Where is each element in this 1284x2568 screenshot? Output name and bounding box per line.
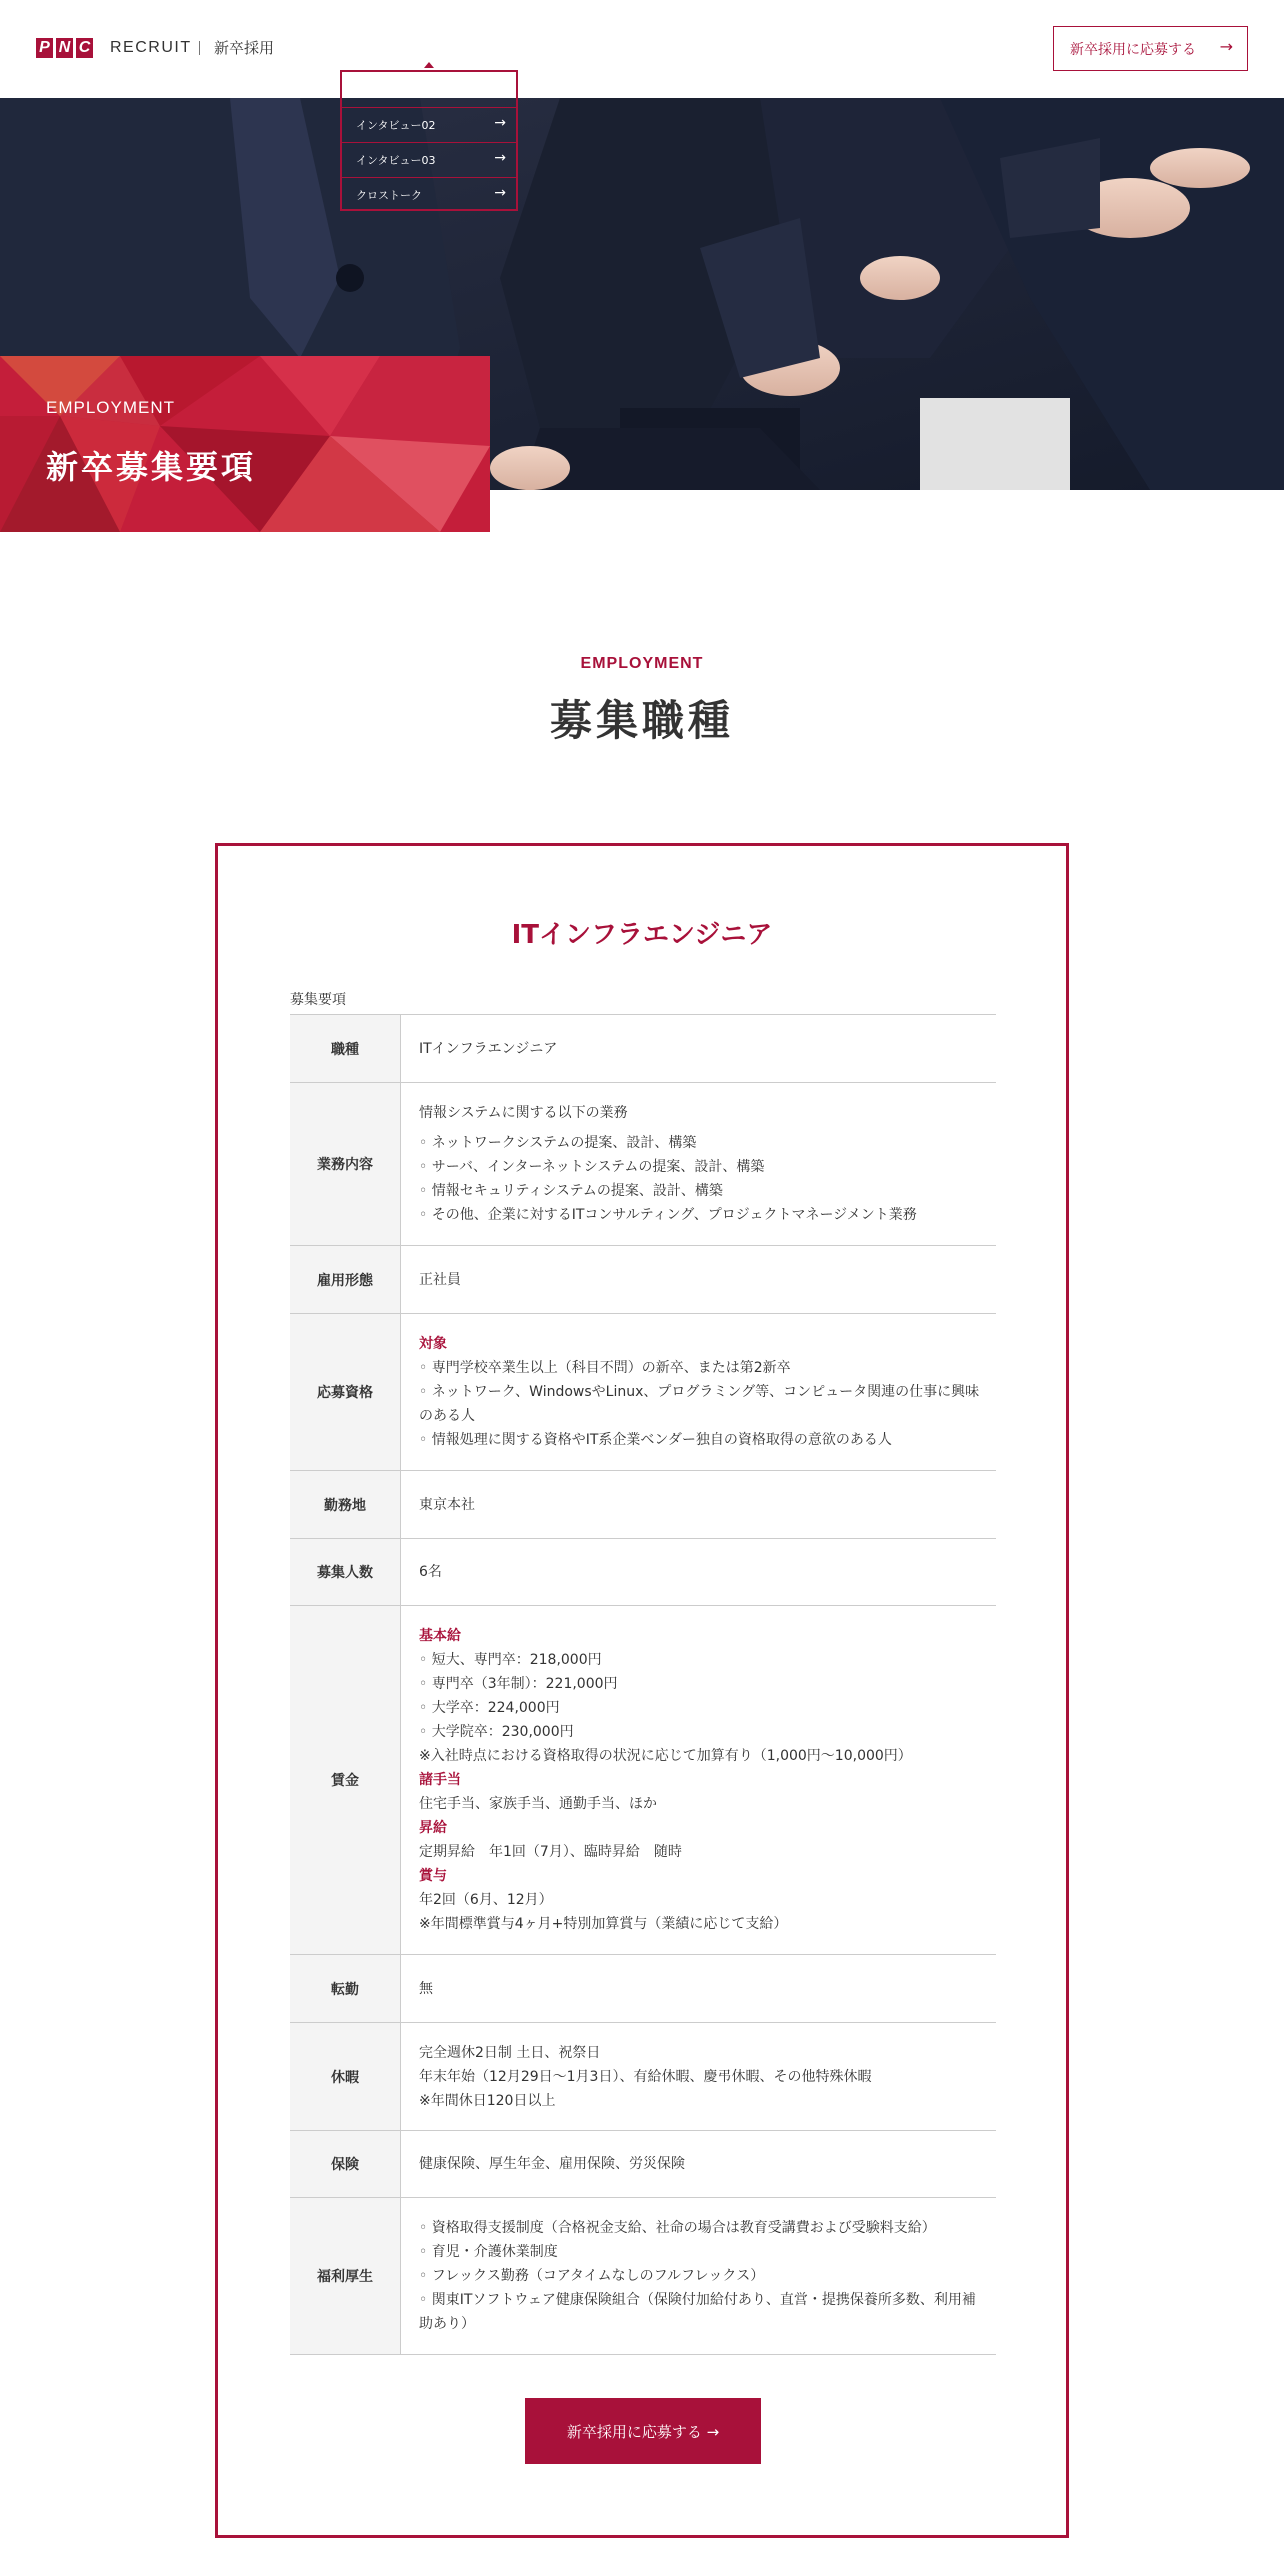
salary-allowance-heading: 諸手当: [419, 1772, 461, 1788]
qualification-list: [419, 1356, 988, 1452]
list-item: ◦ フレックス勤務（コアタイムなしのフルフレックス）: [419, 2264, 988, 2288]
section-subtitle: EMPLOYMENT: [580, 655, 704, 672]
row-label: 職種: [290, 1015, 401, 1082]
table-row-qualification: [290, 1314, 996, 1471]
row-value: [401, 2023, 996, 2130]
dropdown-item-interview02[interactable]: [342, 107, 516, 141]
header-apply-button[interactable]: [1053, 26, 1248, 71]
row-value: [401, 1246, 996, 1313]
salary-base-note: ※入社時点における資格取得の状況に応じて加算有り（1,000円～10,000円）: [419, 1748, 912, 1764]
arrow-right-icon: →: [494, 150, 506, 166]
brand-sub-label[interactable]: 新卒採用: [214, 39, 275, 57]
row-label: 勤務地: [290, 1471, 401, 1538]
table-row-transfer: [290, 1955, 996, 2023]
salary-base-list: [419, 1648, 988, 1744]
list-item: ◦ ネットワーク、WindowsやLinux、プログラミング等、コンピュータ関連の仕事に興味のある人: [419, 1380, 988, 1428]
row-value: [401, 1471, 996, 1538]
row-value: [401, 1083, 996, 1245]
row-label: 業務内容: [290, 1083, 401, 1245]
table-row-employment-type: [290, 1246, 996, 1314]
hero-title: 新卒募集要項: [46, 448, 257, 486]
arrow-right-icon: →: [494, 185, 506, 201]
headcount-value: 6名: [419, 1564, 442, 1580]
dropdown-item-label: インタビュー03: [356, 153, 436, 167]
list-item: ◦ その他、企業に対するITコンサルティング、プロジェクトマネージメント業務: [419, 1203, 988, 1227]
job-title: ITインフラエンジニア: [511, 920, 773, 950]
row-label: 雇用形態: [290, 1246, 401, 1313]
holidays-line: 完全週休2日制 土日、祝祭日: [419, 2044, 601, 2061]
insurance-value: 健康保険、厚生年金、雇用保険、労災保険: [419, 2156, 685, 2172]
arrow-right-icon: →: [1219, 37, 1233, 56]
table-row-location: [290, 1471, 996, 1539]
site-header: [0, 0, 1284, 98]
row-value: [401, 2131, 996, 2197]
table-caption: 募集要項: [290, 992, 346, 1008]
list-item: ◦ 大学卒：224,000円: [419, 1696, 988, 1720]
row-label: 福利厚生: [290, 2198, 401, 2354]
list-item: ◦ サーバ、インターネットシステムの提案、設計、構築: [419, 1155, 988, 1179]
job-card: [215, 843, 1069, 2538]
arrow-right-icon: →: [494, 115, 506, 131]
occupation-value: ITインフラエンジニア: [419, 1040, 558, 1057]
list-item: ◦ 関東ITソフトウェア健康保険組合（保険付加給付あり、直営・提携保養所多数、利用補助あり）: [419, 2288, 988, 2336]
brand-divider: [199, 41, 200, 55]
row-label: 募集人数: [290, 1539, 401, 1605]
holidays-line: 年末年始（12月29日～1月3日）、有給休暇、慶弔休暇、その他特殊休暇: [419, 2068, 872, 2085]
table-row-welfare: [290, 2198, 996, 2355]
row-value: [401, 1015, 996, 1082]
transfer-value: 無: [419, 1980, 433, 1997]
duties-intro: 情報システムに関する以下の業務: [419, 1105, 628, 1121]
salary-raise: 定期昇給 年1回（7月）、臨時昇給 随時: [419, 1844, 682, 1860]
logo-letter-n: N: [56, 38, 73, 58]
salary-base-heading: 基本給: [419, 1628, 461, 1644]
dropdown-item-label: クロストーク: [356, 188, 422, 202]
salary-allowance: 住宅手当、家族手当、通勤手当、ほか: [419, 1796, 657, 1812]
salary-bonus-heading: 賞与: [419, 1868, 447, 1884]
welfare-list: [419, 2216, 988, 2336]
table-row-headcount: [290, 1539, 996, 1606]
salary-bonus: 年2回（6月、12月）: [419, 1892, 553, 1908]
table-row-duties: [290, 1083, 996, 1246]
list-item: ◦ 資格取得支援制度（合格祝金支給、社命の場合は教育受講費および受験料支給）: [419, 2216, 988, 2240]
requirements-table: [290, 1014, 996, 2355]
dropdown-item-crosstalk[interactable]: [342, 177, 516, 211]
apply-button[interactable]: 新卒採用に応募する →: [525, 2398, 761, 2464]
table-row-occupation: [290, 1015, 996, 1083]
row-label: 応募資格: [290, 1314, 401, 1470]
row-label: 賃金: [290, 1606, 401, 1954]
row-value: [401, 1955, 996, 2022]
duties-list: [419, 1131, 988, 1227]
section-title: 募集職種: [549, 696, 734, 745]
location-value: 東京本社: [419, 1496, 475, 1513]
brand-recruit[interactable]: RECRUIT: [110, 39, 192, 56]
header-apply-label: 新卒採用に応募する: [1070, 41, 1196, 58]
logo-letter-p: P: [36, 38, 53, 58]
list-item: ◦ 専門卒（3年制）：221,000円: [419, 1672, 988, 1696]
employment-type-value: 正社員: [419, 1271, 461, 1288]
dropdown-item-interview03[interactable]: [342, 142, 516, 176]
pnc-logo[interactable]: [36, 38, 93, 58]
list-item: ◦ 情報処理に関する資格やIT系企業ベンダー独自の資格取得の意欲のある人: [419, 1428, 988, 1452]
list-item: ◦ 育児・介護休業制度: [419, 2240, 988, 2264]
hero-subtitle: EMPLOYMENT: [46, 398, 176, 417]
table-row-insurance: [290, 2131, 996, 2198]
row-label: 転勤: [290, 1955, 401, 2022]
row-value: [401, 2198, 996, 2354]
table-row-holidays: [290, 2023, 996, 2131]
salary-raise-heading: 昇給: [419, 1820, 447, 1836]
list-item: ◦ 情報セキュリティシステムの提案、設計、構築: [419, 1179, 988, 1203]
list-item: ◦ 大学院卒：230,000円: [419, 1720, 988, 1744]
nav-dropdown: [340, 70, 518, 211]
list-item: ◦ 専門学校卒業生以上（科目不問）の新卒、または第2新卒: [419, 1356, 988, 1380]
hero-title-badge: [0, 356, 490, 532]
holidays-line: ※年間休日120日以上: [419, 2092, 556, 2109]
row-label: 休暇: [290, 2023, 401, 2130]
dropdown-caret: [424, 62, 434, 68]
list-item: ◦ ネットワークシステムの提案、設計、構築: [419, 1131, 988, 1155]
dropdown-item-label: インタビュー02: [356, 118, 436, 132]
list-item: ◦ 短大、専門卒：218,000円: [419, 1648, 988, 1672]
qualification-heading: 対象: [419, 1336, 447, 1352]
row-value: [401, 1606, 996, 1954]
row-value: [401, 1539, 996, 1605]
salary-bonus-note: ※年間標準賞与4ヶ月+特別加算賞与（業績に応じて支給）: [419, 1916, 788, 1932]
table-row-salary: [290, 1606, 996, 1955]
logo-letter-c: C: [76, 38, 93, 58]
row-value: [401, 1314, 996, 1470]
row-label: 保険: [290, 2131, 401, 2197]
